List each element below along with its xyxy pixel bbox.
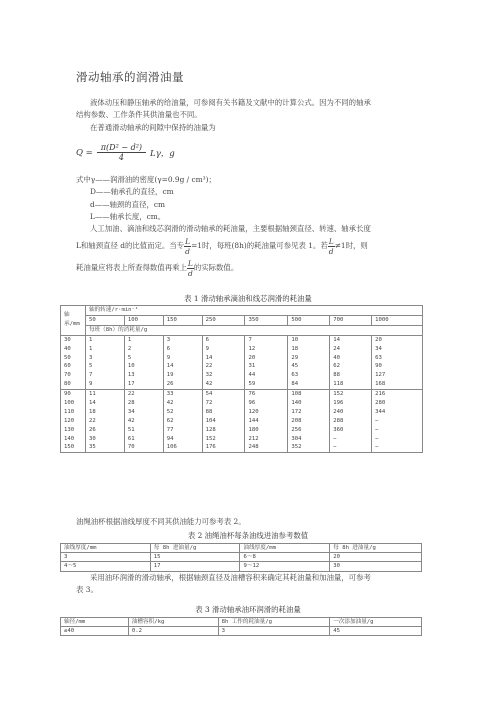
intro-line-1: 液体动压和静压轴承的给油量，可参阅有关书籍及文献中的计算公式。因为不同的轴承 (90, 98, 371, 107)
value-column: 1 2 5 10 13 17 (124, 335, 163, 389)
speed-cell: 50 (85, 315, 124, 325)
oil-ring-table (60, 617, 422, 636)
table3-header-cell: 一次添加油量/g (330, 618, 422, 627)
size-column: 30 40 50 60 70 80 (61, 335, 86, 389)
para2-line-2 (76, 235, 428, 257)
para2-text-e: 的实际数值。 (193, 263, 239, 273)
intro-paragraph (76, 97, 426, 134)
table3-note: 采用油环润滑的滑动轴承，根据轴颈直径及油槽容积来确定其耗油量和加油量，可参考 表 3。 (76, 573, 371, 595)
symbol-definitions (76, 174, 416, 224)
table1-row-header: 轴承/mm (61, 306, 86, 336)
def-D: D——轴承孔的直径，cm (90, 187, 174, 197)
table2-header-cell: 每 8h 进油量/g (330, 544, 422, 553)
para2-line-3 (76, 257, 428, 279)
intro-line-2: 结构参数、工作条件其供油量也不同。 (76, 110, 202, 120)
consumption-paragraph (76, 223, 428, 279)
table3-header-cell: 油槽容积/kg (128, 618, 218, 627)
size-column: 90 100 110 120 130 140 150 (61, 390, 86, 453)
speed-cell: 350 (245, 315, 288, 325)
value-column: 76 96 120 144 180 212 248 (245, 390, 288, 453)
formula-fraction (97, 143, 146, 162)
value-column: 20 34 63 90 127 168 (372, 335, 423, 389)
formula-denominator: 4 (118, 153, 124, 162)
table1-speed-header: 轴的转速/r·min⁻¹ (85, 306, 422, 316)
table1-consumption-header: 每班（8h）的消耗量/g (85, 325, 422, 335)
value-column: 152 196 240 288 360 − − (330, 390, 372, 453)
speed-cell: 250 (202, 315, 245, 325)
value-column: 54 72 88 104 128 152 176 (202, 390, 245, 453)
table3-header-cell: 轴径/mm (61, 618, 129, 627)
table1-group-2 (61, 390, 423, 453)
table-row: 3 15 6～8 20 (61, 553, 422, 562)
def-d: d——轴颈的直径，cm (90, 199, 166, 209)
oil-wick-table (60, 543, 422, 572)
speed-cell: 1000 (372, 315, 423, 325)
formula-numerator: π(D² − d²) (97, 143, 146, 153)
table-row: ≤40 0.2 3 45 (61, 627, 422, 636)
formula-tail: Lγ，g (150, 148, 175, 159)
para2-text-b: =1时，每班(8h)的耗油量可参见表 1。若 (191, 241, 328, 251)
ratio-fraction-3: $\frac{L}{d}$ (187, 258, 193, 278)
value-column: 33 42 52 62 77 94 106 (163, 390, 202, 453)
value-column: 216 280 344 − − − − (372, 390, 423, 453)
value-column: 22 28 34 42 51 61 70 (124, 390, 163, 453)
formula-lhs: Q = (76, 147, 93, 158)
ratio-fraction-2: $\frac{L}{d}$ (328, 236, 334, 256)
speed-cell: 150 (163, 315, 202, 325)
table2-header-cell: 每 8h 进油量/g (150, 544, 240, 553)
ratio-fraction-1: $\frac{L}{d}$ (185, 236, 191, 256)
value-column: 10 18 29 45 63 84 (288, 335, 330, 389)
oil-volume-formula (76, 143, 175, 162)
value-column: 108 140 172 208 256 304 352 (288, 390, 330, 453)
page-title: 滑动轴承的润滑油量 (76, 70, 184, 84)
speed-cell: 700 (330, 315, 372, 325)
para2-line-1: 人工加油、滴油和线芯润滑的滑动轴承的耗油量，主要根据轴颈直径、转速、轴承长度 (90, 224, 371, 233)
value-column: 7 12 20 31 44 59 (245, 335, 288, 389)
table1-group-1 (61, 335, 423, 389)
speed-cell: 500 (288, 315, 330, 325)
def-L: L——轴承长度，cm。 (90, 212, 166, 222)
speed-cell: 100 (124, 315, 163, 325)
value-column: 11 14 18 22 26 30 35 (85, 390, 124, 453)
table1-caption: 表 1 滑动轴承滴油和线芯润滑的耗油量 (184, 294, 312, 303)
table2-header-cell: 油线厚度/mm (61, 544, 151, 553)
def-gamma: 式中γ——润滑油的密度(γ=0.9g / cm³)； (76, 175, 216, 184)
value-column: 14 24 40 62 88 118 (330, 335, 372, 389)
value-column: 1 1 3 5 7 9 (85, 335, 124, 389)
table-row: 4～5 17 9～12 30 (61, 562, 422, 571)
table2-caption: 表 2 油绳油杯每条油线进油参考数值 (187, 531, 309, 540)
formula-intro: 在普通滑动轴承的间隙中保持的油量为 (90, 122, 216, 132)
oil-consumption-table (60, 305, 423, 453)
value-column: 3 6 9 14 19 26 (163, 335, 202, 389)
para2-text-a: L和轴颈直径 d的比值而定。当专 (76, 241, 185, 251)
table2-note: 油绳油杯根据油线厚度不同其供油能力可参考表 2。 (76, 517, 246, 526)
table3-header-row (61, 618, 422, 627)
table3-header-cell: 8h 工作的耗油量/g (218, 618, 330, 627)
table3-caption: 表 3 滑动轴承油环润滑的耗油量 (195, 605, 301, 614)
table1-speed-row (61, 315, 423, 325)
table2-header-row (61, 544, 422, 553)
para2-text-c: ≠1时，则 (334, 241, 368, 251)
value-column: 6 9 14 22 32 42 (202, 335, 245, 389)
para2-text-d: 耗油量应将表上所查得数值再乘上 (76, 263, 187, 273)
table2-header-cell: 油线厚度/mm (240, 544, 330, 553)
